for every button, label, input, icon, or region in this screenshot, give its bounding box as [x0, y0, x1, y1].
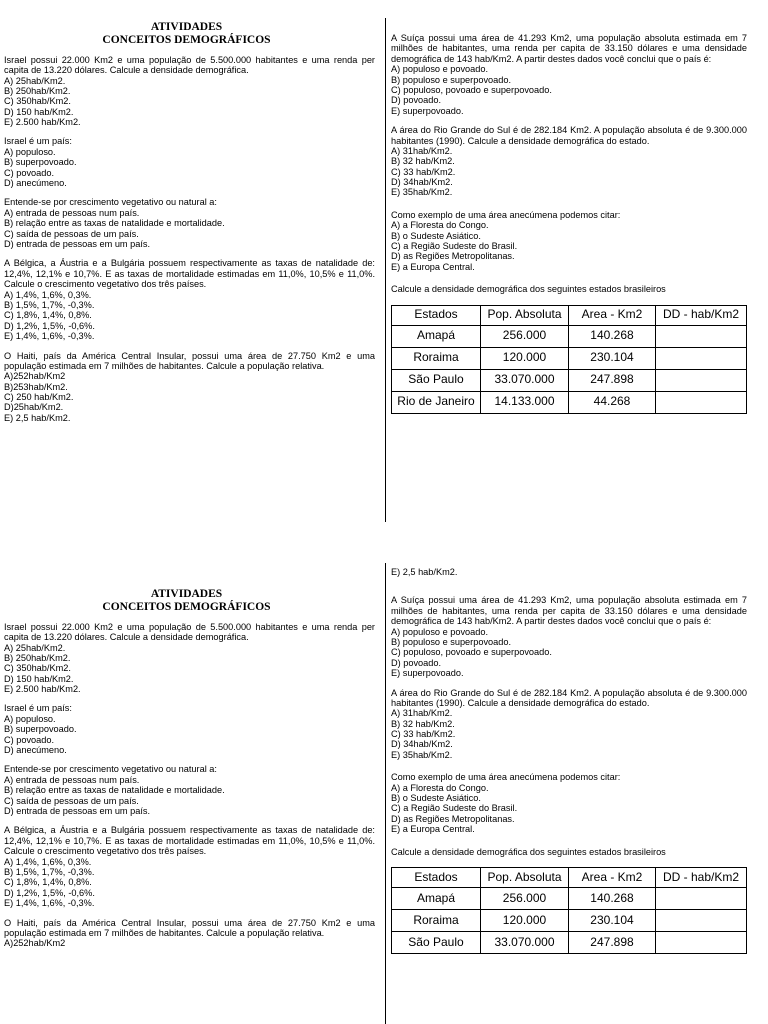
option-b: B) populoso e superpovoado. [391, 636, 512, 647]
worksheet-page-bottom [0, 563, 768, 1024]
option-c: C) 33 hab/Km2. [391, 729, 456, 740]
question-vegetative-growth [4, 764, 375, 816]
option-e: E) 35hab/Km2. [391, 187, 453, 198]
option-a: A) populoso. [4, 713, 56, 724]
question-anecumene-example [391, 772, 747, 834]
option-b: B)253hab/Km2. [4, 381, 68, 392]
option-b: B) o Sudeste Asiático. [391, 230, 481, 241]
table-cell: 230.104 [569, 347, 656, 369]
option-e: E) a Europa Central. [391, 824, 475, 835]
option-a: A)252hab/Km2 [4, 371, 66, 382]
table-header-cell: Estados [392, 867, 481, 887]
question-switzerland [391, 595, 747, 678]
option-a: A) entrada de pessoas num país. [4, 207, 140, 218]
option-a: A) a Floresta do Congo. [391, 782, 489, 793]
option-b: B) o Sudeste Asiático. [391, 793, 481, 804]
option-e: E) 2.500 hab/Km2. [4, 117, 81, 128]
table-cell: 230.104 [569, 909, 656, 931]
option-a: A) populoso e povoado. [391, 64, 489, 75]
option-a: A) entrada de pessoas num país. [4, 774, 140, 785]
question-haiti [4, 918, 375, 949]
table-header-cell: Area - Km2 [569, 305, 656, 325]
density-table [391, 867, 747, 954]
column-divider [385, 563, 386, 1024]
question-israel-density [4, 622, 375, 695]
option-e: E) 1,4%, 1,6%, -0,3%. [4, 331, 95, 342]
table-row [392, 369, 747, 391]
question-stem: Calcule a densidade demográfica dos seguintes estados brasileiros [391, 284, 666, 295]
right-column [391, 567, 747, 954]
table-cell [656, 887, 747, 909]
option-e: E) 1,4%, 1,6%, -0,3%. [4, 898, 95, 909]
heading-line-1: ATIVIDADES [150, 588, 223, 600]
table-cell [656, 325, 747, 347]
table-row [392, 325, 747, 347]
table-cell: 33.070.000 [481, 931, 569, 953]
option-c: C) 1,8%, 1,4%, 0,8%. [4, 310, 92, 321]
option-c: C) 250 hab/Km2. [4, 392, 74, 403]
left-column [4, 21, 375, 423]
question-stem: A área do Rio Grande do Sul é de 282.184 Km2. A população absoluta é de 9.300.000 habitantes (1990). Calcule a densidade demográfica do estado. [391, 125, 747, 146]
right-column [391, 33, 747, 414]
option-d: D) 1,2%, 1,5%, -0,6%. [4, 320, 95, 331]
question-stem: Entende-se por crescimento vegetativo ou natural a: [4, 197, 217, 208]
table-cell: 120.000 [481, 347, 569, 369]
question-stem: Como exemplo de uma área anecúmena podemos citar: [391, 772, 621, 783]
question-stem: A Bélgica, a Áustria e a Bulgária possuem respectivamente as taxas de natalidade de: 12,4%, 12,1% e 10,7%. E as taxas de mortalidade estimadas em 11,0%, 10,5% e 11,0%. Calcule o crescimento vegetativo dos três países. [4, 825, 375, 857]
question-stem: Israel é um país: [4, 136, 72, 147]
question-stem: Calcule a densidade demográfica dos seguintes estados brasileiros [391, 846, 666, 857]
option-d: D) as Regiões Metropolitanas. [391, 813, 515, 824]
question-stem: Israel possui 22.000 Km2 e uma população de 5.500.000 habitantes e uma renda per capita de 13.220 dólares. Calcule a densidade demográfica. [4, 54, 375, 76]
density-table [391, 305, 747, 414]
question-israel-density [4, 55, 375, 128]
option-a: A) 31hab/Km2. [391, 145, 453, 156]
option-d: D)25hab/Km2. [4, 402, 64, 413]
option-d: D) 150 hab/Km2. [4, 673, 74, 684]
question-stem: A Suíça possui uma área de 41.293 Km2, uma população absoluta estimada em 7 milhões de habitantes, uma renda per capita de 33.150 dólares e uma densidade demográfica de 143 hab/Km2. A partir destes dados você conclui que o país é: [391, 33, 747, 64]
question-state-density-table [391, 847, 747, 954]
heading-line-1: ATIVIDADES [150, 21, 223, 33]
table-header-cell: DD - hab/Km2 [656, 867, 747, 887]
worksheet-heading [0, 588, 375, 614]
option-d: D) 1,2%, 1,5%, -0,6%. [4, 887, 95, 898]
option-d: D) 34hab/Km2. [391, 739, 453, 750]
table-cell: Roraima [392, 347, 481, 369]
option-d: D) povoado. [391, 657, 442, 668]
option-e: E) superpovoado. [391, 105, 464, 116]
option-c: C) populoso, povoado e superpovoado. [391, 84, 552, 95]
table-cell [656, 369, 747, 391]
question-rio-grande-do-sul [391, 688, 747, 761]
heading-line-2: CONCEITOS DEMOGRÁFICOS [102, 600, 271, 613]
question-israel-classification [4, 136, 375, 188]
table-cell: 256.000 [481, 325, 569, 347]
option-b: B) 250hab/Km2. [4, 85, 71, 96]
option-a: A) 25hab/Km2. [4, 75, 66, 86]
table-row [392, 887, 747, 909]
question-israel-classification [4, 703, 375, 755]
option-d: D) anecúmeno. [4, 745, 67, 756]
option-c: C) povoado. [4, 167, 55, 178]
column-divider [385, 18, 386, 522]
option-e: E) a Europa Central. [391, 261, 475, 272]
option-c: C) povoado. [4, 734, 55, 745]
option-b: B) 1,5%, 1,7%, -0,3%. [4, 299, 95, 310]
table-cell: 120.000 [481, 909, 569, 931]
option-d: D) 150 hab/Km2. [4, 106, 74, 117]
option-b: B) 1,5%, 1,7%, -0,3%. [4, 866, 95, 877]
table-cell: Roraima [392, 909, 481, 931]
option-c: C) 33 hab/Km2. [391, 166, 456, 177]
option-b: B) 32 hab/Km2. [391, 718, 455, 729]
table-header-cell: Estados [392, 305, 481, 325]
question-stem: O Haiti, país da América Central Insular, possui uma área de 27.750 Km2 e uma população estimada em 7 milhões de habitantes. Calcule a população relativa. [4, 917, 375, 938]
table-header-row [392, 867, 747, 887]
table-header-cell: DD - hab/Km2 [656, 305, 747, 325]
table-cell: 44.268 [569, 391, 656, 413]
table-cell [656, 391, 747, 413]
option-d: D) 34hab/Km2. [391, 177, 453, 188]
option-c: C) saída de pessoas de um país. [4, 228, 139, 239]
question-vegetative-growth [4, 197, 375, 249]
option-a: A) populoso e povoado. [391, 626, 489, 637]
question-stem: A área do Rio Grande do Sul é de 282.184 Km2. A população absoluta é de 9.300.000 habitantes (1990). Calcule a densidade demográfica do estado. [391, 687, 747, 708]
question-state-density-table [391, 284, 747, 413]
table-cell: 140.268 [569, 887, 656, 909]
table-cell: 256.000 [481, 887, 569, 909]
table-cell: 247.898 [569, 369, 656, 391]
option-b: B) superpovoado. [4, 157, 77, 168]
table-header-cell: Pop. Absoluta [481, 867, 569, 887]
option-e: E) 2,5 hab/Km2. [4, 412, 71, 423]
table-cell [656, 909, 747, 931]
table-cell: 14.133.000 [481, 391, 569, 413]
question-stem: Israel possui 22.000 Km2 e uma população de 5.500.000 habitantes e uma renda per capita de 13.220 dólares. Calcule a densidade demográfica. [4, 621, 375, 643]
question-stem: Como exemplo de uma área anecúmena podemos citar: [391, 209, 621, 220]
option-c: C) populoso, povoado e superpovoado. [391, 647, 552, 658]
question-stem: A Suíça possui uma área de 41.293 Km2, uma população absoluta estimada em 7 milhões de habitantes, uma renda per capita de 33.150 dólares e uma densidade demográfica de 143 hab/Km2. A partir destes dados você conclui que o país é: [391, 595, 747, 627]
question-stem: O Haiti, país da América Central Insular, possui uma área de 27.750 Km2 e uma população estimada em 7 milhões de habitantes. Calcule a população relativa. [4, 350, 375, 371]
option-a: A) 1,4%, 1,6%, 0,3%. [4, 289, 92, 300]
question-haiti [4, 351, 375, 424]
option-b: B) 32 hab/Km2. [391, 156, 455, 167]
table-cell: São Paulo [392, 369, 481, 391]
option-b: B) relação entre as taxas de natalidade e mortalidade. [4, 785, 225, 796]
option-a: A) 1,4%, 1,6%, 0,3%. [4, 856, 92, 867]
option-d: D) anecúmeno. [4, 178, 67, 189]
table-header-cell: Area - Km2 [569, 867, 656, 887]
option-a: A) a Floresta do Congo. [391, 220, 489, 231]
table-row [392, 347, 747, 369]
table-cell: São Paulo [392, 931, 481, 953]
option-c: C) a Região Sudeste do Brasil. [391, 241, 518, 252]
option-e: E) superpovoado. [391, 668, 464, 679]
heading-line-2: CONCEITOS DEMOGRÁFICOS [102, 33, 271, 46]
option-a: A) 31hab/Km2. [391, 708, 453, 719]
question-rio-grande-do-sul [391, 125, 747, 198]
carryover-option-e: E) 2,5 hab/Km2. [391, 567, 458, 577]
option-b: B) superpovoado. [4, 724, 77, 735]
option-c: C) 350hab/Km2. [4, 96, 71, 107]
question-stem: A Bélgica, a Áustria e a Bulgária possuem respectivamente as taxas de natalidade de: 12,4%, 12,1% e 10,7%. E as taxas de mortalidade estimadas em 11,0%, 10,5% e 11,0%. Calcule o crescimento vegetativo dos três países. [4, 258, 375, 290]
table-cell: 140.268 [569, 325, 656, 347]
option-d: D) entrada de pessoas em um país. [4, 239, 151, 249]
option-d: D) as Regiões Metropolitanas. [391, 251, 515, 262]
option-e: E) 35hab/Km2. [391, 749, 453, 760]
table-row [392, 909, 747, 931]
option-d: D) povoado. [391, 95, 442, 106]
table-cell: Amapá [392, 887, 481, 909]
table-header-row [392, 305, 747, 325]
table-cell [656, 931, 747, 953]
option-d: D) entrada de pessoas em um país. [4, 806, 151, 816]
option-c: C) saída de pessoas de um país. [4, 795, 139, 806]
question-stem: Entende-se por crescimento vegetativo ou natural a: [4, 764, 217, 775]
option-b: B) populoso e superpovoado. [391, 74, 512, 85]
table-cell: 33.070.000 [481, 369, 569, 391]
option-c: C) 350hab/Km2. [4, 663, 71, 674]
worksheet-heading [0, 21, 375, 47]
option-a: A)252hab/Km2 [4, 938, 66, 949]
option-e: E) 2.500 hab/Km2. [4, 684, 81, 695]
option-c: C) a Região Sudeste do Brasil. [391, 803, 518, 814]
option-b: B) 250hab/Km2. [4, 652, 71, 663]
question-stem: Israel é um país: [4, 703, 72, 714]
question-belgium-austria-bulgaria [4, 258, 375, 341]
option-b: B) relação entre as taxas de natalidade e mortalidade. [4, 218, 225, 229]
option-c: C) 1,8%, 1,4%, 0,8%. [4, 877, 92, 888]
table-cell: 247.898 [569, 931, 656, 953]
option-a: A) 25hab/Km2. [4, 642, 66, 653]
option-a: A) populoso. [4, 146, 56, 157]
table-cell: Rio de Janeiro [392, 391, 481, 413]
question-anecumene-example [391, 210, 747, 272]
table-cell [656, 347, 747, 369]
left-column [4, 588, 375, 949]
table-header-cell: Pop. Absoluta [481, 305, 569, 325]
question-belgium-austria-bulgaria [4, 825, 375, 908]
table-row [392, 391, 747, 413]
table-row [392, 931, 747, 953]
question-switzerland [391, 33, 747, 116]
table-cell: Amapá [392, 325, 481, 347]
